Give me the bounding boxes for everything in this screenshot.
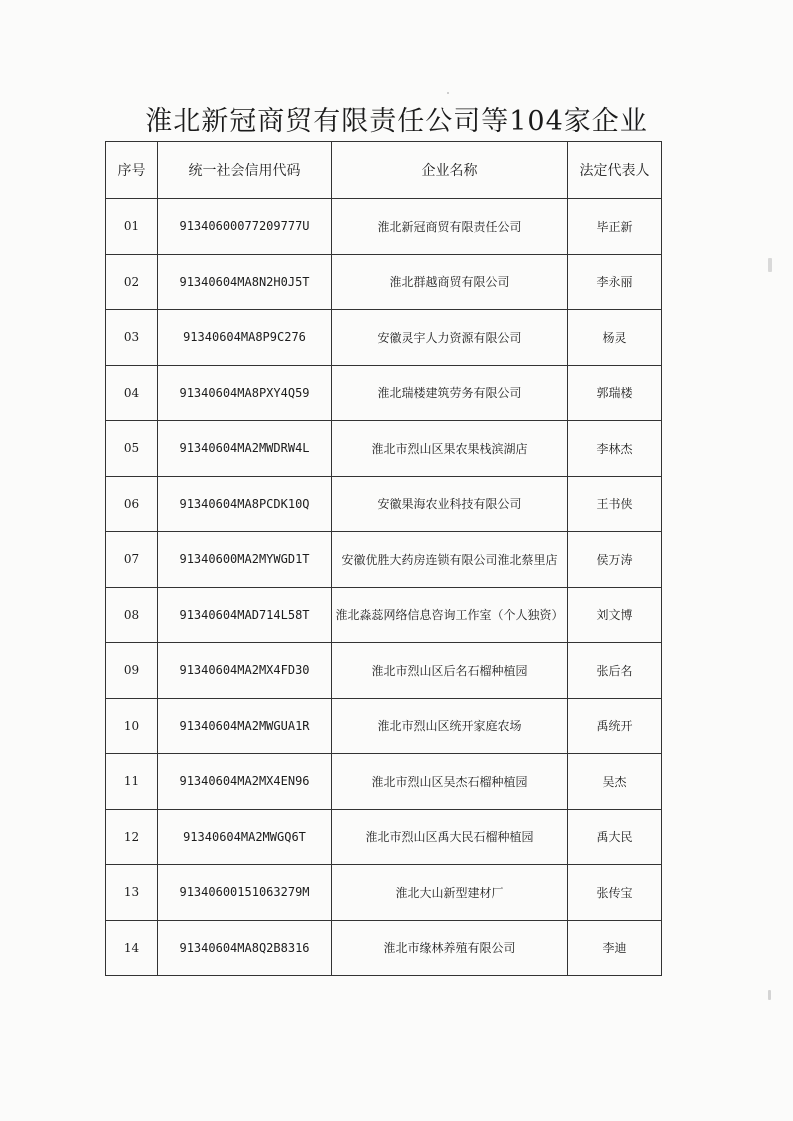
cell-legal-representative: 张传宝 <box>568 865 662 921</box>
cell-enterprise-name: 淮北淼蕊网络信息咨询工作室（个人独资） <box>332 587 568 643</box>
cell-serial-number: 14 <box>106 920 158 976</box>
cell-enterprise-name: 淮北市缘林养殖有限公司 <box>332 920 568 976</box>
cell-credit-code: 91340600MA2MYWGD1T <box>158 532 332 588</box>
cell-legal-representative: 李永丽 <box>568 254 662 310</box>
cell-legal-representative: 张后名 <box>568 643 662 699</box>
cell-enterprise-name: 淮北市烈山区禹大民石榴种植园 <box>332 809 568 865</box>
table-row <box>106 365 662 421</box>
table-row <box>106 199 662 255</box>
cell-legal-representative: 禹大民 <box>568 809 662 865</box>
table-row <box>106 698 662 754</box>
header-credit-code: 统一社会信用代码 <box>158 142 332 199</box>
cell-legal-representative: 侯万涛 <box>568 532 662 588</box>
cell-credit-code: 91340604MA8P9C276 <box>158 310 332 366</box>
cell-credit-code: 91340604MA2MX4FD30 <box>158 643 332 699</box>
cell-credit-code: 91340604MA8PXY4Q59 <box>158 365 332 421</box>
table-row <box>106 643 662 699</box>
cell-legal-representative: 毕正新 <box>568 199 662 255</box>
cell-enterprise-name: 淮北市烈山区吴杰石榴种植园 <box>332 754 568 810</box>
cell-serial-number: 07 <box>106 532 158 588</box>
cell-credit-code: 91340600151063279M <box>158 865 332 921</box>
cell-serial-number: 09 <box>106 643 158 699</box>
cell-enterprise-name: 淮北市烈山区统开家庭农场 <box>332 698 568 754</box>
header-serial-number: 序号 <box>106 142 158 199</box>
cell-credit-code: 91340604MAD714L58T <box>158 587 332 643</box>
cell-serial-number: 04 <box>106 365 158 421</box>
cell-serial-number: 01 <box>106 199 158 255</box>
cell-serial-number: 02 <box>106 254 158 310</box>
scan-speck <box>768 258 772 272</box>
header-legal-representative: 法定代表人 <box>568 142 662 199</box>
cell-enterprise-name: 淮北群越商贸有限公司 <box>332 254 568 310</box>
cell-serial-number: 13 <box>106 865 158 921</box>
cell-serial-number: 12 <box>106 809 158 865</box>
cell-legal-representative: 郭瑞楼 <box>568 365 662 421</box>
cell-credit-code: 91340604MA8Q2B8316 <box>158 920 332 976</box>
cell-enterprise-name: 淮北大山新型建材厂 <box>332 865 568 921</box>
cell-credit-code: 91340600077209777U <box>158 199 332 255</box>
cell-enterprise-name: 淮北市烈山区后名石榴种植园 <box>332 643 568 699</box>
cell-legal-representative: 吴杰 <box>568 754 662 810</box>
cell-legal-representative: 杨灵 <box>568 310 662 366</box>
document-title: 淮北新冠商贸有限责任公司等104家企业 <box>145 106 648 137</box>
cell-credit-code: 91340604MA8PCDK10Q <box>158 476 332 532</box>
cell-legal-representative: 李迪 <box>568 920 662 976</box>
table-row <box>106 754 662 810</box>
cell-credit-code: 91340604MA2MX4EN96 <box>158 754 332 810</box>
cell-enterprise-name: 安徽灵宇人力资源有限公司 <box>332 310 568 366</box>
cell-legal-representative: 禹统开 <box>568 698 662 754</box>
table-row <box>106 254 662 310</box>
cell-enterprise-name: 淮北新冠商贸有限责任公司 <box>332 199 568 255</box>
table-row <box>106 532 662 588</box>
table-row <box>106 476 662 532</box>
cell-serial-number: 08 <box>106 587 158 643</box>
cell-serial-number: 06 <box>106 476 158 532</box>
table-row <box>106 421 662 477</box>
cell-enterprise-name: 淮北瑞楼建筑劳务有限公司 <box>332 365 568 421</box>
cell-legal-representative: 刘文博 <box>568 587 662 643</box>
table-row <box>106 920 662 976</box>
cell-credit-code: 91340604MA2MWGQ6T <box>158 809 332 865</box>
cell-serial-number: 03 <box>106 310 158 366</box>
cell-serial-number: 10 <box>106 698 158 754</box>
cell-enterprise-name: 安徽果海农业科技有限公司 <box>332 476 568 532</box>
table-row <box>106 310 662 366</box>
cell-credit-code: 91340604MA2MWGUA1R <box>158 698 332 754</box>
scan-speck <box>447 92 449 94</box>
header-enterprise-name: 企业名称 <box>332 142 568 199</box>
cell-enterprise-name: 安徽优胜大药房连锁有限公司淮北蔡里店 <box>332 532 568 588</box>
table-row <box>106 587 662 643</box>
cell-legal-representative: 李林杰 <box>568 421 662 477</box>
cell-legal-representative: 王书侠 <box>568 476 662 532</box>
cell-serial-number: 05 <box>106 421 158 477</box>
table-row <box>106 865 662 921</box>
table-header-row <box>106 142 662 199</box>
table-row <box>106 809 662 865</box>
cell-enterprise-name: 淮北市烈山区果农果栈滨湖店 <box>332 421 568 477</box>
cell-credit-code: 91340604MA8N2H0J5T <box>158 254 332 310</box>
scan-speck <box>768 990 771 1000</box>
enterprise-table <box>105 141 662 976</box>
cell-credit-code: 91340604MA2MWDRW4L <box>158 421 332 477</box>
cell-serial-number: 11 <box>106 754 158 810</box>
